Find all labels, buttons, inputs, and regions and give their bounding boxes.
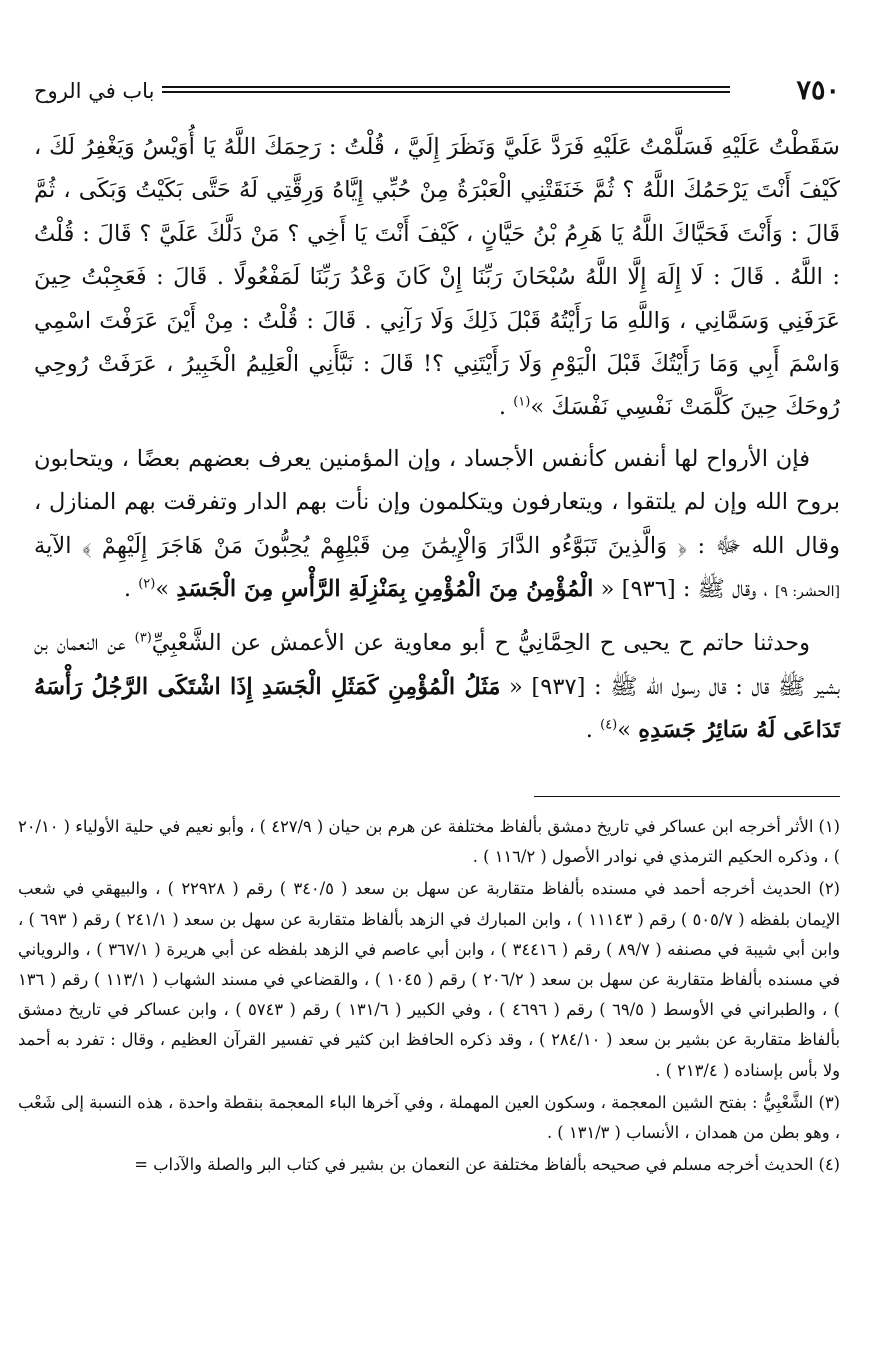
footnotes [18,812,840,1182]
isnad-end: . [585,717,601,744]
page-header [34,74,840,108]
quran-citation: [الحشر: ٩] [774,584,840,601]
paragraph-souls [34,438,840,615]
footnote-ref-2: (٢) [138,576,156,592]
footnote-rule [534,796,840,797]
isnad-text: وحدثنا حاتم ح يحيى ح الحِمَّانِيُّ ح أبو معاوية عن الأعمش عن الشَّعْبِيِّ [151,630,810,657]
isnad-text-2: عن النعمان بن بشير ﷺ قال : قال رسول الله ﷺ : [٩٣٧] « [34,630,840,700]
footnote-2: (٢) الحديث أخرجه أحمد في مسنده بألفاظ متقاربة عن سهل بن سعد ( ٣٤٠/٥ ) رقم ( ٢٢٩٢٨ ) ، والبيهقي في شعب الإيمان بلفظه ( ٥٠٥/٧ ) رقم ( ١١١٤٣ ) ، وابن المبارك في الزهد بألفاظ متقاربة عن سهل بن سعد ( ٢٤١/١ ) رقم ( ٦٩٣ ) ، وابن أبي شيبة في مصنفه ( ٨٩/٧ ) رقم ( ٣٤٤١٦ ) ، وابن أبي عاصم في الزهد بلفظه عن أبي هريرة ( ٣٦٧/١ ) ، والروياني في مسنده بألفاظ متقاربة عن سهل بن سعد ( ٢٠٦/٢ ) رقم ( ١٠٤٥ ) ، والقضاعي في مسند الشهاب ( ١١٣/١ ) رقم ( ١٣٦ ) ، والطبراني في الأوسط ( ٦٩/٥ ) رقم ( ٤٦٩٦ ) ، وفي الكبير ( ١٣١/٦ ) رقم ( ٥٧٤٣ ) ، وابن عساكر في تاريخ دمشق بألفاظ متقاربة عن بشير بن سعد ( ٢٨٤/١٠ ) ، وقد ذكره الحافظ ابن كثير في تفسير القرآن العظيم ، وقال : تفرد به أحمد ولا بأس بإسناده ( ٢١٣/٤ ) . [18,879,841,1080]
paragraph-story [34,126,840,430]
souls-text-3: » [155,576,177,603]
souls-text: فإن الأرواح لها أنفس كأنفس الأجساد ، وإن المؤمنين يعرف بعضهم بعضًا ، ويتحابون بروح الله وإن لم يلتقوا ، ويتعارفون ويتكلمون وإن نأت بهم الدار وتفرقت بهم المنازل ، وقال الله ﷻ : ﴿ وَالَّذِينَ تَبَوَّءُو الدَّارَ وَالْإِيمَٰنَ مِن قَبْلِهِمْ يُحِبُّونَ مَنْ هَاجَرَ إِلَيْهِمْ ﴾ الآية [34,445,840,559]
hadith-937: مَثَلُ الْمُؤْمِنِ كَمَثَلِ الْجَسَدِ إِذَا اشْتَكَى الرَّجُلُ رَأْسَهُ تَدَاعَى لَهُ سَائِرُ جَسَدِهِ [34,673,840,744]
footnote-1: (١) الأثر أخرجه ابن عساكر في تاريخ دمشق بألفاظ مختلفة عن هرم بن حيان ( ٤٢٧/٩ ) ، وأبو نعيم في حلية الأولياء ( ٢٠/١٠ ) ، وذكره الحكيم الترمذي في نوادر الأصول ( ١١٦/٢ ) . [18,817,840,867]
running-title: باب في الروح [34,79,155,103]
footnote-3: (٣) الشَّعْبِيُّ : بفتح الشين المعجمة ، وسكون العين المهملة ، وفي آخرها الباء المعجمة بنقطة واحدة ، هذه النسبة إلى شَعْب ، وهو بطن من همدان ، الأنساب ( ١٣١/٣ ) . [18,1092,840,1143]
main-text [34,126,840,761]
paragraph-isnad [34,622,840,752]
header-rule [162,86,730,93]
souls-end: . [123,576,139,603]
footnote-ref-4: (٤) [600,717,618,733]
page-number: ٧٥٠ [796,75,840,106]
story-text: سَقَطْتُ عَلَيْهِ فَسَلَّمْتُ عَلَيْهِ فَرَدَّ عَلَيَّ وَنَظَرَ إِلَيَّ ، قُلْتُ : رَحِمَكَ اللَّهُ يَا أُوَيْسُ وَيَغْفِرُ لَكَ ، كَيْفَ أَنْتَ يَرْحَمُكَ اللَّهُ ؟ ثُمَّ خَنَقَتْنِي الْعَبْرَةُ مِنْ حُبِّي إِيَّاهُ وَرِقَّتِي لَهُ حَتَّى بَكَيْتُ وَبَكَى ، ثُمَّ قَالَ : وَأَنْتَ فَحَيَّاكَ اللَّهُ يَا هَرِمُ بْنُ حَيَّانٍ ، كَيْفَ أَنْتَ يَا أَخِي ؟ مَنْ دَلَّكَ عَلَيَّ ؟ قَالَ : قُلْتُ : اللَّهُ . قَالَ : لَا إِلَهَ إِلَّا اللَّهُ سُبْحَانَ رَبِّنَا إِنْ كَانَ وَعْدُ رَبِّنَا لَمَفْعُولًا . قَالَ : فَعَجِبْتُ حِينَ عَرَفَنِي وَسَمَّانِي ، وَاللَّهِ مَا رَأَيْتُهُ قَبْلَ ذَلِكَ وَلَا رَآنِي . قَالَ : قُلْتُ : مِنْ أَيْنَ عَرَفْتَ اسْمِي وَاسْمَ أَبِي وَمَا رَأَيْتُكَ قَبْلَ الْيَوْمِ وَلَا رَأَيْتَنِي ؟! قَالَ : نَبَّأَنِي الْعَلِيمُ الْخَبِيرُ ، عَرَفَتْ رُوحِي رُوحَكَ حِينَ كَلَّمَتْ نَفْسِي نَفْسَكَ » [34,134,840,421]
footnote-4: (٤) الحديث أخرجه مسلم في صحيحه بألفاظ مختلفة عن النعمان بن بشير في كتاب البر والصلة والآداب = [134,1155,840,1175]
souls-text-2: ، وقال ﷺ : [٩٣٦] « [593,576,775,603]
isnad-text-3: » [617,717,639,744]
footnote-ref-1: (١) [513,394,531,410]
hadith-936: الْمُؤْمِنُ مِنَ الْمُؤْمِنِ بِمَنْزِلَةِ الرَّأْسِ مِنَ الْجَسَدِ [176,576,594,603]
story-end: . [498,394,514,421]
footnote-ref-3: (٣) [134,630,152,646]
